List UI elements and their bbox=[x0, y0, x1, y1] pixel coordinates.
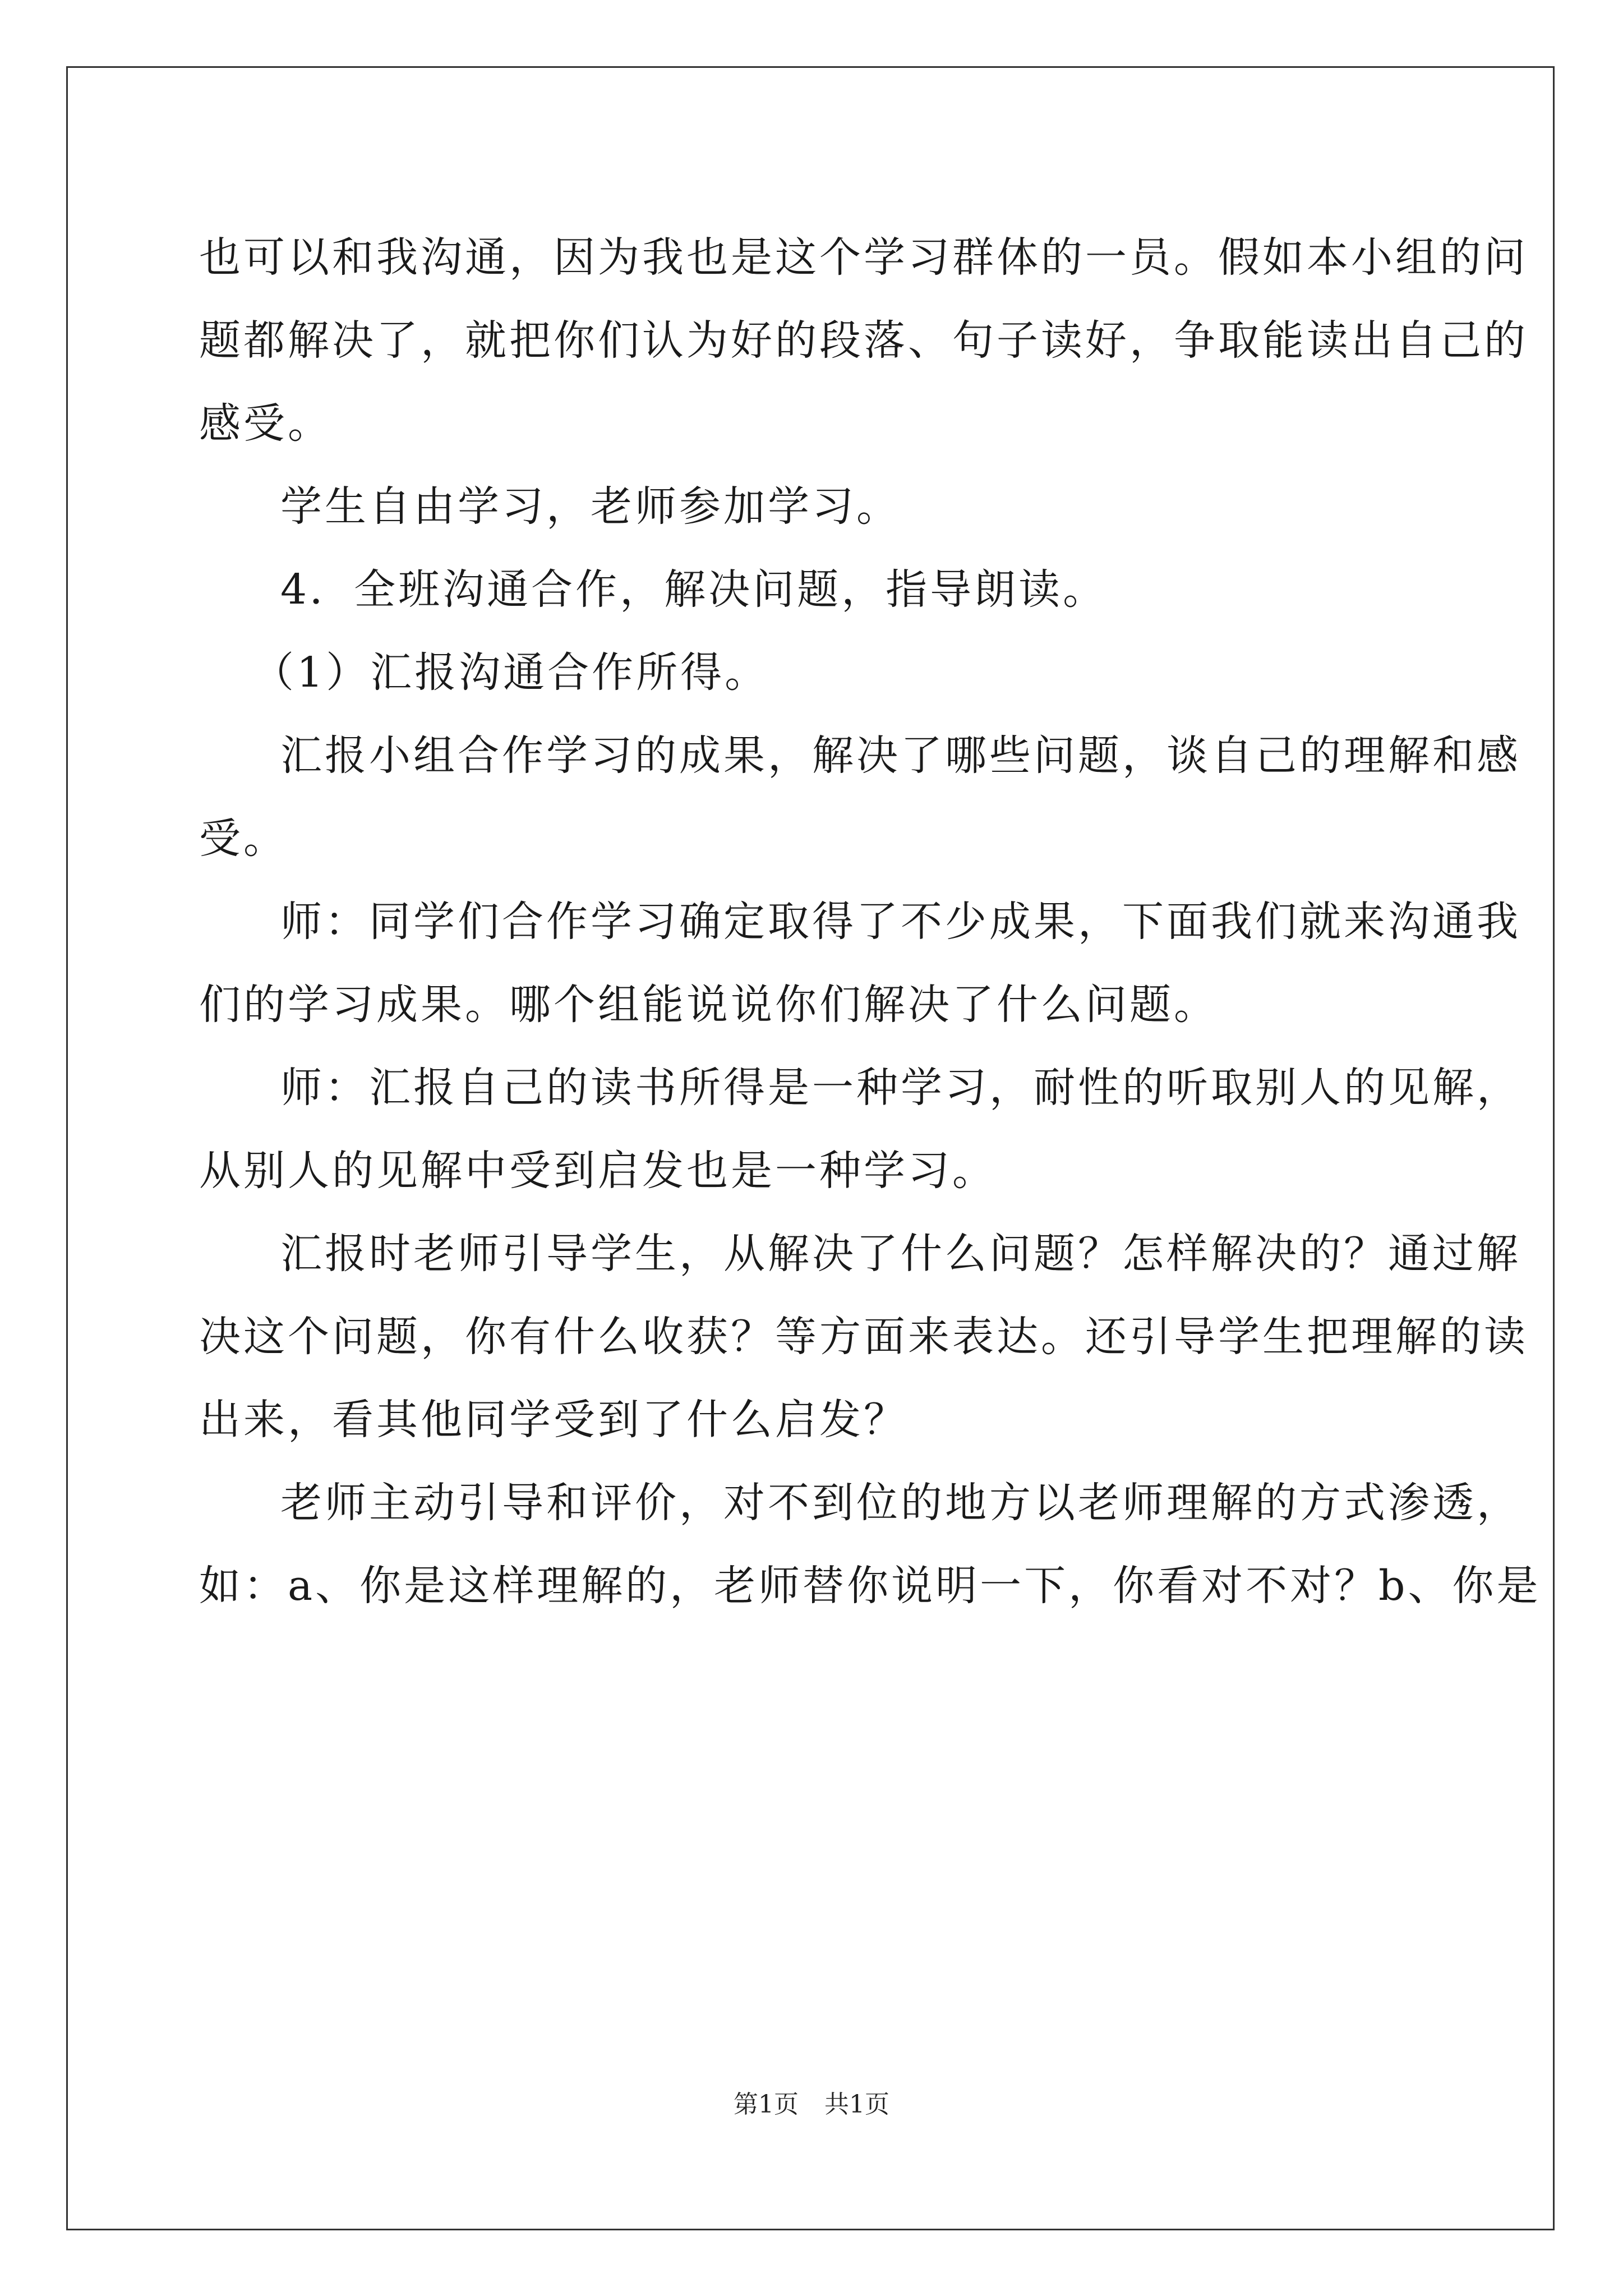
text-line: 汇报小组合作学习的成果，解决了哪些问题，谈自己的理解和感 bbox=[280, 731, 1521, 780]
text-line: 师：同学们合作学习确定取得了不少成果，下面我们就来沟通我 bbox=[280, 898, 1521, 946]
text-line: 感受。 bbox=[199, 399, 332, 448]
text-line: 师：汇报自己的读书所得是一种学习，耐性的听取别人的见解， bbox=[280, 1064, 1521, 1112]
text-line: 决这个问题，你有什么收获？等方面来表达。还引导学生把理解的读 bbox=[199, 1313, 1528, 1361]
text-line: 受。 bbox=[199, 815, 288, 863]
text-line: 们的学习成果。哪个组能说说你们解决了什么问题。 bbox=[199, 981, 1218, 1029]
text-line: 出来，看其他同学受到了什么启发？ bbox=[199, 1396, 908, 1444]
text-line: 汇报时老师引导学生，从解决了什么问题？怎样解决的？通过解 bbox=[280, 1230, 1521, 1278]
text-line: 老师主动引导和评价，对不到位的地方以老师理解的方式渗透， bbox=[280, 1479, 1521, 1527]
text-line: 也可以和我沟通，因为我也是这个学习群体的一员。假如本小组的问 bbox=[199, 233, 1528, 282]
page-number: 第1页 bbox=[734, 2090, 799, 2119]
text-line: 学生自由学习，老师参加学习。 bbox=[280, 482, 901, 531]
text-line: 如：a、你是这样理解的，老师替你说明一下，你看对不对？b、你是 bbox=[199, 1562, 1541, 1610]
page-footer bbox=[0, 2084, 1623, 2120]
text-line: 从别人的见解中受到启发也是一种学习。 bbox=[199, 1147, 997, 1195]
text-line: （1）汇报沟通合作所得。 bbox=[252, 648, 769, 697]
text-line: 4．全班沟通合作，解决问题，指导朗读。 bbox=[280, 565, 1108, 614]
page-total: 共1页 bbox=[824, 2090, 889, 2119]
text-line: 题都解决了，就把你们认为好的段落、句子读好，争取能读出自己的 bbox=[199, 316, 1528, 365]
